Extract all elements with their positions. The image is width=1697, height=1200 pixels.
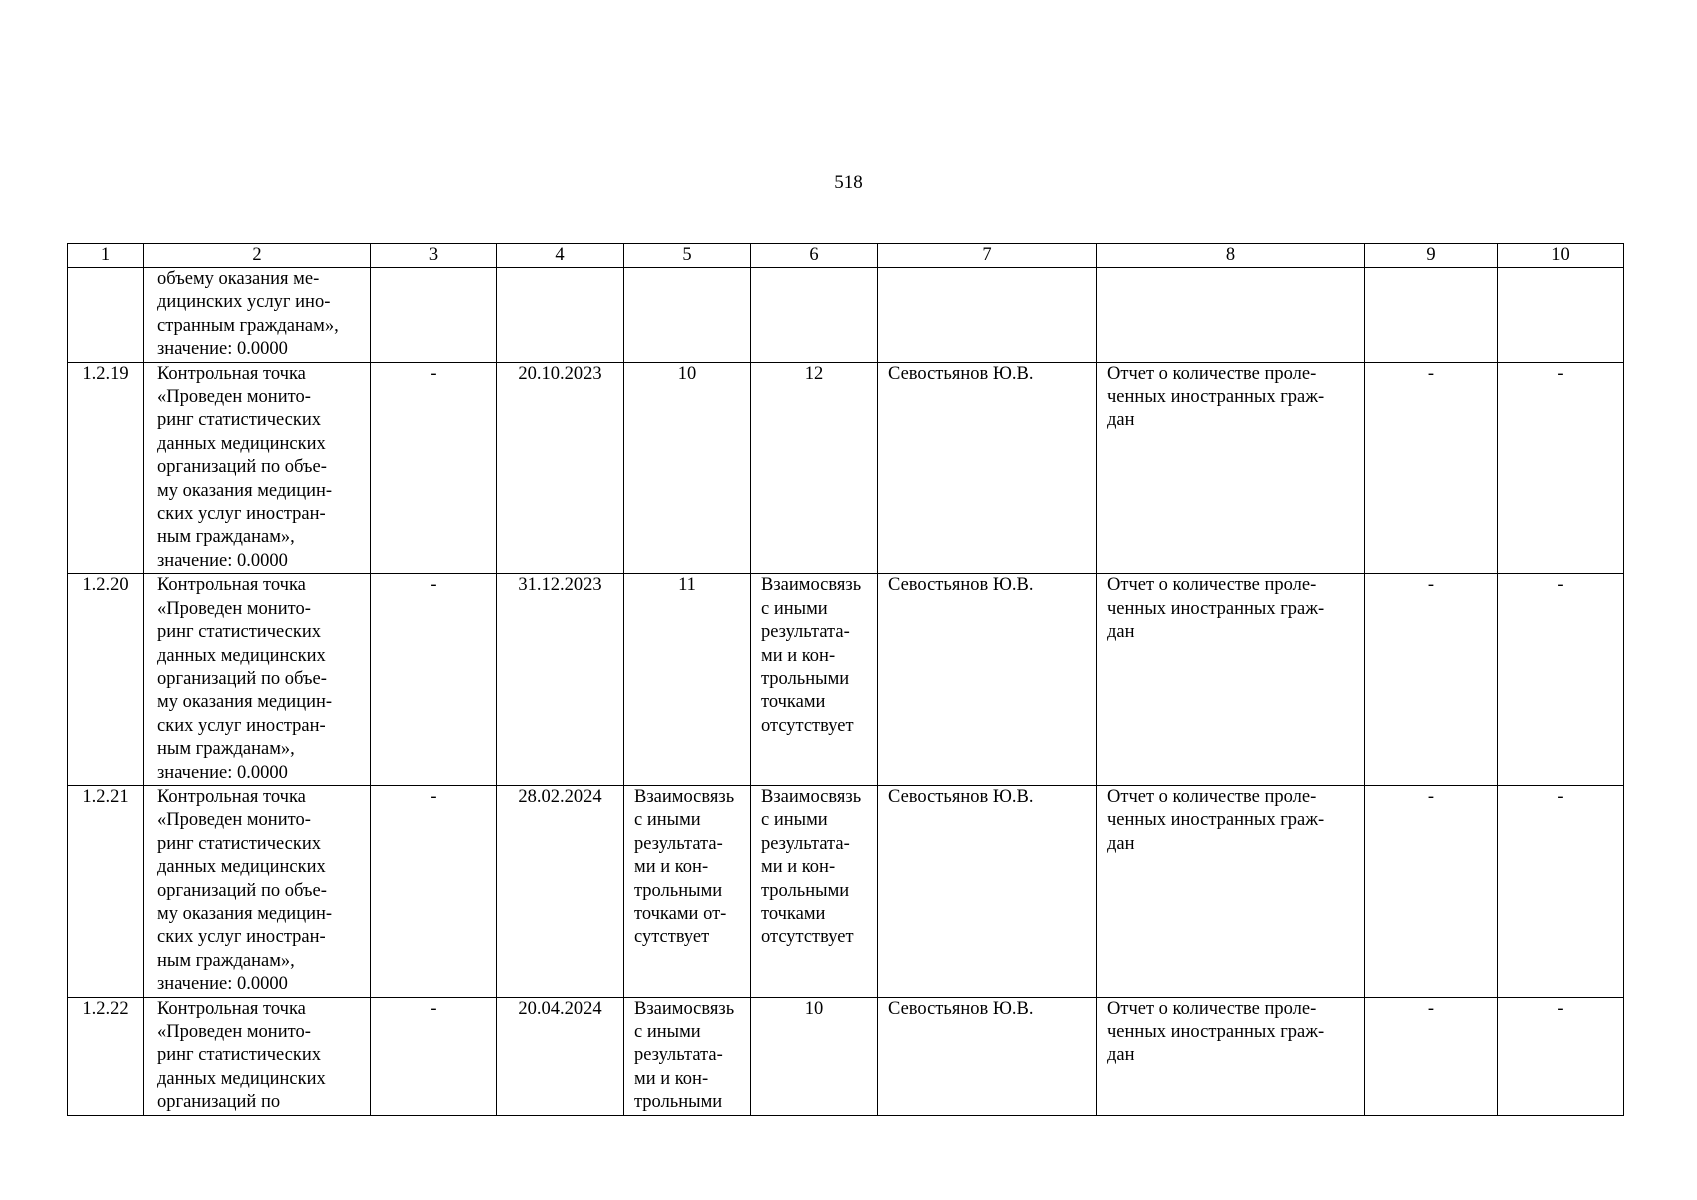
- header-cell: 2: [144, 244, 371, 268]
- row-col3: -: [371, 997, 497, 1115]
- plan-table: [67, 243, 1624, 1116]
- row-date: 28.02.2024: [497, 785, 624, 997]
- header-cell: 10: [1498, 244, 1624, 268]
- header-cell: 4: [497, 244, 624, 268]
- row-col3: -: [371, 574, 497, 786]
- row-responsible: Севостьянов Ю.В.: [878, 785, 1097, 997]
- row-col5: Взаимосвязь с иными результата- ми и кон- трольными точками от- сутствует: [624, 785, 751, 997]
- row-date: 20.10.2023: [497, 362, 624, 574]
- row-name: Контрольная точка «Проведен монито- ринг статистических данных медицинских организаций по объе- му оказания медицин- ских услуг иностран- ным гражданам», значение: 0.0000: [144, 785, 371, 997]
- table-row: [68, 268, 1624, 363]
- row-document: Отчет о количестве проле- ченных иностранных граж- дан: [1097, 574, 1365, 786]
- header-cell: 3: [371, 244, 497, 268]
- table-row: [68, 362, 1624, 574]
- row-name: Контрольная точка «Проведен монито- ринг статистических данных медицинских организаций по: [144, 997, 371, 1115]
- table-row: [68, 785, 1624, 997]
- page-number: 518: [834, 172, 863, 193]
- row-document: Отчет о количестве проле- ченных иностранных граж- дан: [1097, 785, 1365, 997]
- row-date: 20.04.2024: [497, 997, 624, 1115]
- row-col9: [1365, 268, 1498, 363]
- row-number: 1.2.20: [68, 574, 144, 786]
- row-number: 1.2.19: [68, 362, 144, 574]
- row-col5: Взаимосвязь с иными результата- ми и кон- трольными: [624, 997, 751, 1115]
- row-col5: 10: [624, 362, 751, 574]
- row-responsible: Севостьянов Ю.В.: [878, 574, 1097, 786]
- header-cell: 6: [751, 244, 878, 268]
- header-cell: 7: [878, 244, 1097, 268]
- header-cell: 1: [68, 244, 144, 268]
- row-date: [497, 268, 624, 363]
- row-col10: -: [1498, 785, 1624, 997]
- row-col6: [751, 268, 878, 363]
- row-col9: -: [1365, 997, 1498, 1115]
- table-row: [68, 574, 1624, 786]
- row-date: 31.12.2023: [497, 574, 624, 786]
- row-col3: -: [371, 362, 497, 574]
- row-col10: -: [1498, 574, 1624, 786]
- row-number: [68, 268, 144, 363]
- row-col6: Взаимосвязь с иными результата- ми и кон- трольными точками отсутствует: [751, 574, 878, 786]
- header-cell: 5: [624, 244, 751, 268]
- row-document: Отчет о количестве проле- ченных иностранных граж- дан: [1097, 997, 1365, 1115]
- row-col10: [1498, 268, 1624, 363]
- row-col9: -: [1365, 362, 1498, 574]
- row-document: [1097, 268, 1365, 363]
- row-col9: -: [1365, 785, 1498, 997]
- row-col5: [624, 268, 751, 363]
- row-col6: Взаимосвязь с иными результата- ми и кон- трольными точками отсутствует: [751, 785, 878, 997]
- row-responsible: [878, 268, 1097, 363]
- row-name: Контрольная точка «Проведен монито- ринг статистических данных медицинских организаций по объе- му оказания медицин- ских услуг иностран- ным гражданам», значение: 0.0000: [144, 362, 371, 574]
- row-col9: -: [1365, 574, 1498, 786]
- header-cell: 9: [1365, 244, 1498, 268]
- header-cell: 8: [1097, 244, 1365, 268]
- row-document: Отчет о количестве проле- ченных иностранных граж- дан: [1097, 362, 1365, 574]
- row-col3: [371, 268, 497, 363]
- row-col6: 10: [751, 997, 878, 1115]
- row-col6: 12: [751, 362, 878, 574]
- row-col5: 11: [624, 574, 751, 786]
- row-col10: -: [1498, 362, 1624, 574]
- table-row: [68, 997, 1624, 1115]
- row-col10: -: [1498, 997, 1624, 1115]
- row-number: 1.2.22: [68, 997, 144, 1115]
- row-responsible: Севостьянов Ю.В.: [878, 362, 1097, 574]
- row-name: объему оказания ме- дицинских услуг ино- странным гражданам», значение: 0.0000: [144, 268, 371, 363]
- table-header-row: [68, 244, 1624, 268]
- row-responsible: Севостьянов Ю.В.: [878, 997, 1097, 1115]
- row-name: Контрольная точка «Проведен монито- ринг статистических данных медицинских организаций по объе- му оказания медицин- ских услуг иностран- ным гражданам», значение: 0.0000: [144, 574, 371, 786]
- row-col3: -: [371, 785, 497, 997]
- row-number: 1.2.21: [68, 785, 144, 997]
